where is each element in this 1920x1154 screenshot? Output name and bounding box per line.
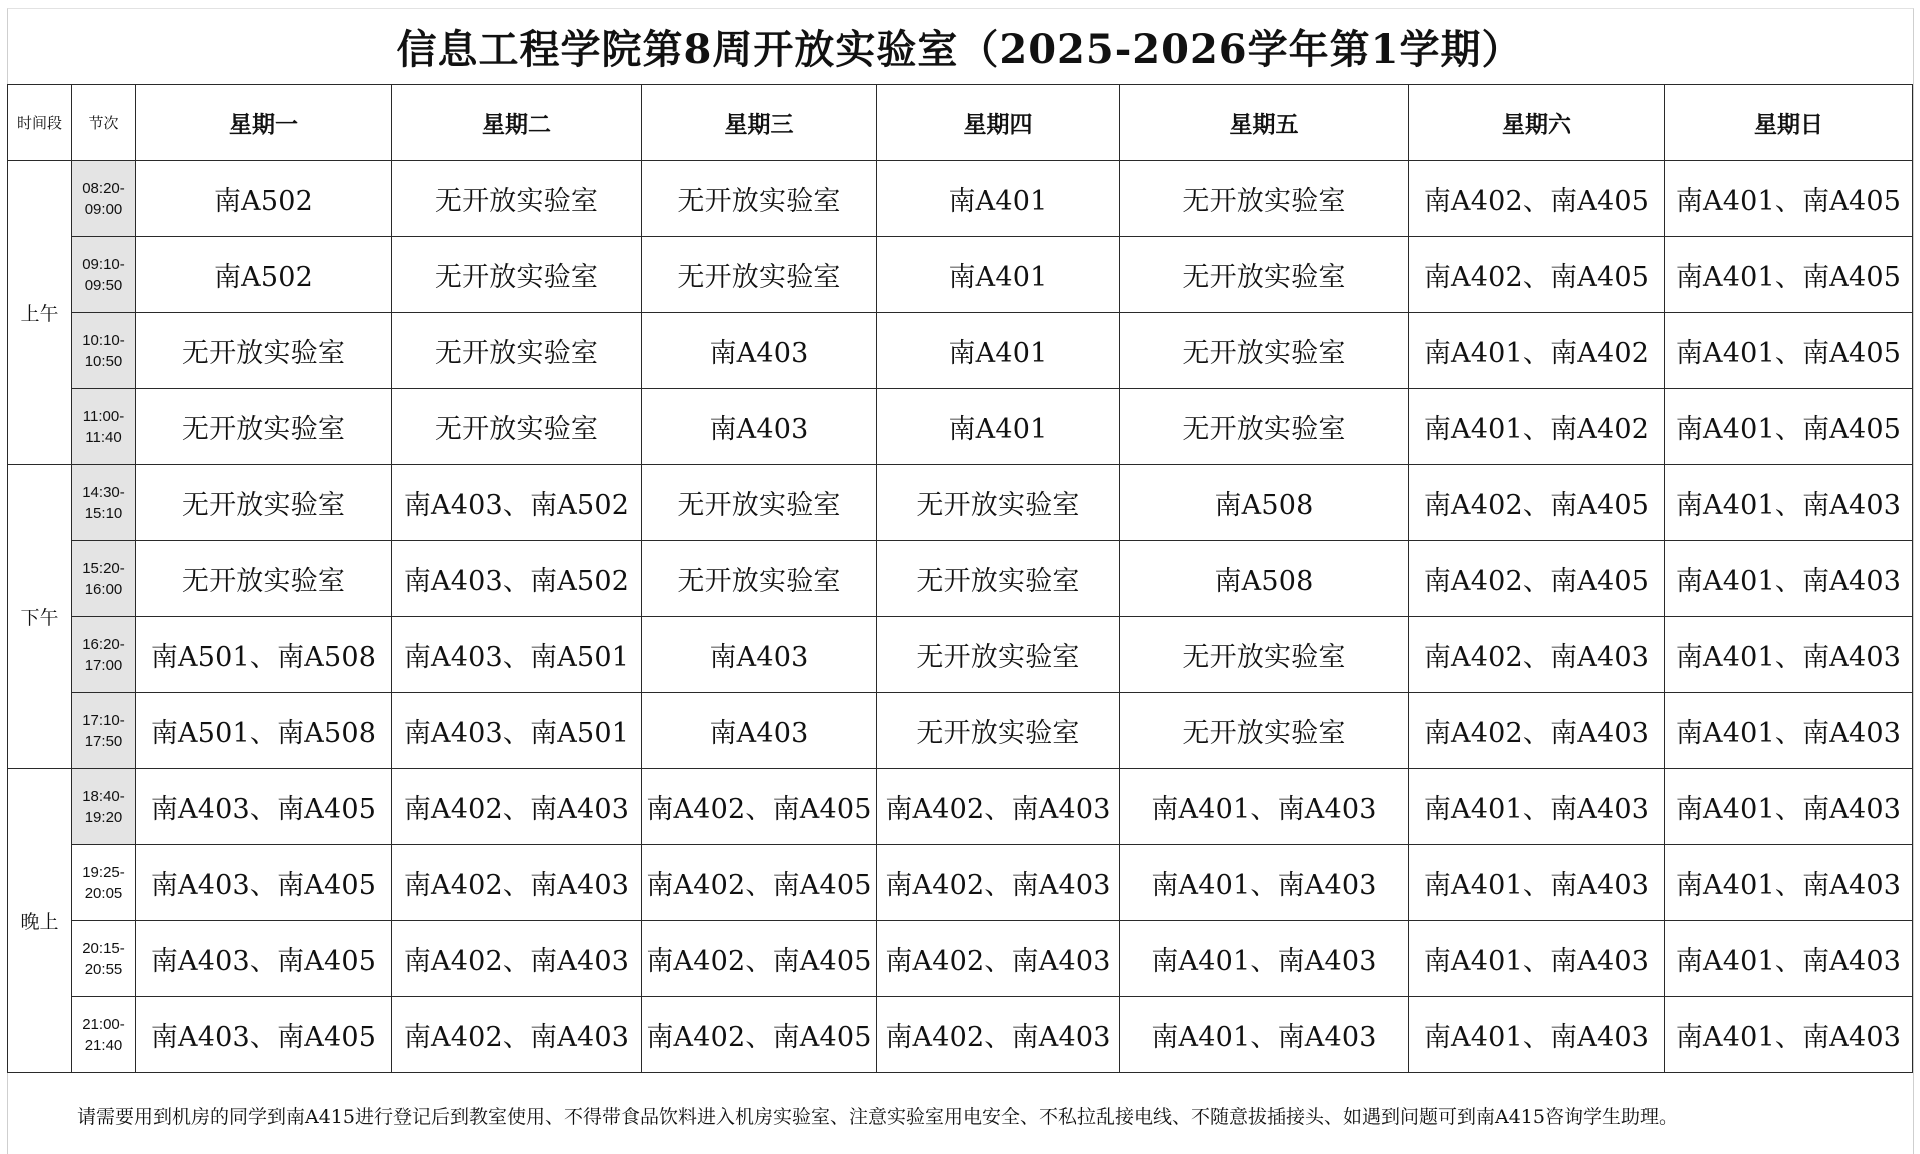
header-row bbox=[8, 85, 1913, 161]
room-cell: 无开放实验室 bbox=[136, 389, 392, 465]
time-end: 09:50 bbox=[84, 276, 123, 294]
time-slot bbox=[72, 921, 136, 997]
room-cell: 南A403、南A405 bbox=[136, 997, 392, 1073]
room-cell: 无开放实验室 bbox=[642, 465, 877, 541]
room-cell: 南A401 bbox=[877, 161, 1120, 237]
room-cell: 南A403、南A502 bbox=[392, 465, 642, 541]
room-cell: 无开放实验室 bbox=[877, 465, 1120, 541]
room-cell: 无开放实验室 bbox=[877, 693, 1120, 769]
room-cell: 南A401、南A403 bbox=[1120, 997, 1409, 1073]
time-end: 19:20 bbox=[84, 808, 123, 826]
table-row bbox=[8, 693, 1913, 769]
room-cell: 南A501、南A508 bbox=[136, 693, 392, 769]
room-cell: 南A401、南A403 bbox=[1120, 845, 1409, 921]
time-end: 21:40 bbox=[84, 1036, 123, 1054]
room-cell: 无开放实验室 bbox=[642, 541, 877, 617]
room-cell: 南A403、南A501 bbox=[392, 617, 642, 693]
header-day: 星期四 bbox=[877, 85, 1120, 161]
notice-text: 请需要用到机房的同学到南A415进行登记后到教室使用、不得带食品饮料进入机房实验室、注意实验室用电安全、不私拉乱接电线、不随意拔插接头、如遇到问题可到南A415咨询学生助理。 bbox=[77, 1106, 1678, 1128]
room-cell: 南A401 bbox=[877, 389, 1120, 465]
room-cell: 南A403、南A405 bbox=[136, 769, 392, 845]
table-row bbox=[8, 313, 1913, 389]
period-label: 上午 bbox=[8, 161, 72, 465]
room-cell: 南A403、南A501 bbox=[392, 693, 642, 769]
room-cell: 南A402、南A403 bbox=[1409, 693, 1665, 769]
room-cell: 无开放实验室 bbox=[136, 465, 392, 541]
room-cell: 南A508 bbox=[1120, 541, 1409, 617]
table-row bbox=[8, 541, 1913, 617]
room-cell: 南A401、南A403 bbox=[1665, 617, 1913, 693]
room-cell: 南A403 bbox=[642, 693, 877, 769]
room-cell: 南A403、南A405 bbox=[136, 845, 392, 921]
time-end: 20:55 bbox=[84, 960, 123, 978]
room-cell: 南A402、南A405 bbox=[1409, 541, 1665, 617]
page-title: 信息工程学院第8周开放实验室（2025-2026学年第1学期） bbox=[396, 25, 1523, 73]
header-day: 星期一 bbox=[136, 85, 392, 161]
time-start: 19:25- bbox=[82, 863, 125, 881]
header-day: 星期二 bbox=[392, 85, 642, 161]
room-cell: 南A401、南A403 bbox=[1665, 921, 1913, 997]
room-cell: 南A401、南A403 bbox=[1665, 845, 1913, 921]
room-cell: 无开放实验室 bbox=[392, 161, 642, 237]
header-day: 星期日 bbox=[1665, 85, 1913, 161]
time-start: 14:30- bbox=[82, 483, 125, 501]
time-start: 21:00- bbox=[82, 1015, 125, 1033]
room-cell: 南A403 bbox=[642, 389, 877, 465]
time-start: 11:00- bbox=[82, 407, 125, 425]
table-row bbox=[8, 769, 1913, 845]
period-label: 晚上 bbox=[8, 769, 72, 1073]
room-cell: 南A401、南A403 bbox=[1120, 769, 1409, 845]
room-cell: 无开放实验室 bbox=[642, 237, 877, 313]
time-slot bbox=[72, 769, 136, 845]
room-cell: 无开放实验室 bbox=[1120, 313, 1409, 389]
room-cell: 无开放实验室 bbox=[1120, 237, 1409, 313]
time-start: 09:10- bbox=[82, 255, 125, 273]
room-cell: 南A401、南A405 bbox=[1665, 313, 1913, 389]
room-cell: 南A401、南A403 bbox=[1409, 769, 1665, 845]
room-cell: 南A401、南A403 bbox=[1409, 921, 1665, 997]
time-slot bbox=[72, 237, 136, 313]
room-cell: 无开放实验室 bbox=[1120, 161, 1409, 237]
time-slot bbox=[72, 845, 136, 921]
time-start: 16:20- bbox=[82, 635, 125, 653]
room-cell: 无开放实验室 bbox=[392, 237, 642, 313]
time-start: 17:10- bbox=[82, 711, 125, 729]
room-cell: 南A508 bbox=[1120, 465, 1409, 541]
room-cell: 南A402、南A403 bbox=[877, 769, 1120, 845]
room-cell: 南A502 bbox=[136, 237, 392, 313]
time-start: 08:20- bbox=[82, 179, 125, 197]
time-slot bbox=[72, 161, 136, 237]
room-cell: 南A401、南A405 bbox=[1665, 161, 1913, 237]
header-day: 星期三 bbox=[642, 85, 877, 161]
room-cell: 南A402、南A403 bbox=[392, 769, 642, 845]
room-cell: 南A402、南A405 bbox=[1409, 465, 1665, 541]
room-cell: 南A401、南A403 bbox=[1120, 921, 1409, 997]
table-row bbox=[8, 845, 1913, 921]
room-cell: 无开放实验室 bbox=[642, 161, 877, 237]
time-end: 11:40 bbox=[85, 428, 122, 446]
room-cell: 南A402、南A405 bbox=[642, 997, 877, 1073]
room-cell: 无开放实验室 bbox=[1120, 617, 1409, 693]
table-row bbox=[8, 237, 1913, 313]
room-cell: 南A402、南A403 bbox=[877, 845, 1120, 921]
time-end: 15:10 bbox=[84, 504, 123, 522]
time-end: 16:00 bbox=[84, 580, 123, 598]
header-period: 时间段 bbox=[8, 85, 72, 161]
time-end: 17:50 bbox=[84, 732, 123, 750]
room-cell: 南A402、南A403 bbox=[877, 921, 1120, 997]
room-cell: 南A403 bbox=[642, 313, 877, 389]
time-end: 17:00 bbox=[84, 656, 123, 674]
table-row bbox=[8, 161, 1913, 237]
room-cell: 南A403、南A405 bbox=[136, 921, 392, 997]
time-start: 18:40- bbox=[82, 787, 125, 805]
room-cell: 南A402、南A403 bbox=[392, 997, 642, 1073]
room-cell: 南A502 bbox=[136, 161, 392, 237]
time-end: 10:50 bbox=[84, 352, 123, 370]
room-cell: 南A401、南A403 bbox=[1409, 845, 1665, 921]
room-cell: 南A401、南A403 bbox=[1665, 693, 1913, 769]
room-cell: 南A401、南A403 bbox=[1665, 769, 1913, 845]
room-cell: 无开放实验室 bbox=[877, 617, 1120, 693]
header-day: 星期六 bbox=[1409, 85, 1665, 161]
room-cell: 南A401、南A402 bbox=[1409, 313, 1665, 389]
time-slot bbox=[72, 389, 136, 465]
room-cell: 南A501、南A508 bbox=[136, 617, 392, 693]
room-cell: 南A402、南A403 bbox=[877, 997, 1120, 1073]
room-cell: 南A403、南A502 bbox=[392, 541, 642, 617]
room-cell: 南A401 bbox=[877, 237, 1120, 313]
room-cell: 南A401、南A403 bbox=[1409, 997, 1665, 1073]
room-cell: 无开放实验室 bbox=[136, 541, 392, 617]
header-slot: 节次 bbox=[72, 85, 136, 161]
room-cell: 南A401、南A405 bbox=[1665, 237, 1913, 313]
room-cell: 南A401 bbox=[877, 313, 1120, 389]
room-cell: 南A401、南A403 bbox=[1665, 997, 1913, 1073]
table-row bbox=[8, 617, 1913, 693]
room-cell: 南A402、南A405 bbox=[642, 921, 877, 997]
room-cell: 南A402、南A403 bbox=[392, 921, 642, 997]
room-cell: 南A402、南A405 bbox=[1409, 237, 1665, 313]
table-row bbox=[8, 997, 1913, 1073]
room-cell: 南A402、南A405 bbox=[1409, 161, 1665, 237]
room-cell: 南A403 bbox=[642, 617, 877, 693]
room-cell: 无开放实验室 bbox=[392, 313, 642, 389]
time-slot bbox=[72, 313, 136, 389]
schedule-body bbox=[8, 161, 1913, 1073]
room-cell: 南A402、南A405 bbox=[642, 769, 877, 845]
room-cell: 无开放实验室 bbox=[1120, 389, 1409, 465]
time-start: 20:15- bbox=[82, 939, 125, 957]
header-day: 星期五 bbox=[1120, 85, 1409, 161]
schedule-table bbox=[7, 84, 1913, 1073]
period-label: 下午 bbox=[8, 465, 72, 769]
room-cell: 南A401、南A403 bbox=[1665, 465, 1913, 541]
room-cell: 南A401、南A402 bbox=[1409, 389, 1665, 465]
room-cell: 南A402、南A405 bbox=[642, 845, 877, 921]
room-cell: 南A402、南A403 bbox=[392, 845, 642, 921]
room-cell: 南A401、南A403 bbox=[1665, 541, 1913, 617]
table-row bbox=[8, 389, 1913, 465]
time-end: 20:05 bbox=[84, 884, 123, 902]
time-slot bbox=[72, 997, 136, 1073]
time-slot bbox=[72, 541, 136, 617]
room-cell: 无开放实验室 bbox=[877, 541, 1120, 617]
time-end: 09:00 bbox=[84, 200, 123, 218]
time-slot bbox=[72, 617, 136, 693]
time-start: 15:20- bbox=[82, 559, 125, 577]
time-slot bbox=[72, 465, 136, 541]
time-start: 10:10- bbox=[82, 331, 125, 349]
room-cell: 无开放实验室 bbox=[136, 313, 392, 389]
room-cell: 南A401、南A405 bbox=[1665, 389, 1913, 465]
room-cell: 无开放实验室 bbox=[392, 389, 642, 465]
room-cell: 无开放实验室 bbox=[1120, 693, 1409, 769]
table-row bbox=[8, 465, 1913, 541]
table-row bbox=[8, 921, 1913, 997]
room-cell: 南A402、南A403 bbox=[1409, 617, 1665, 693]
time-slot bbox=[72, 693, 136, 769]
